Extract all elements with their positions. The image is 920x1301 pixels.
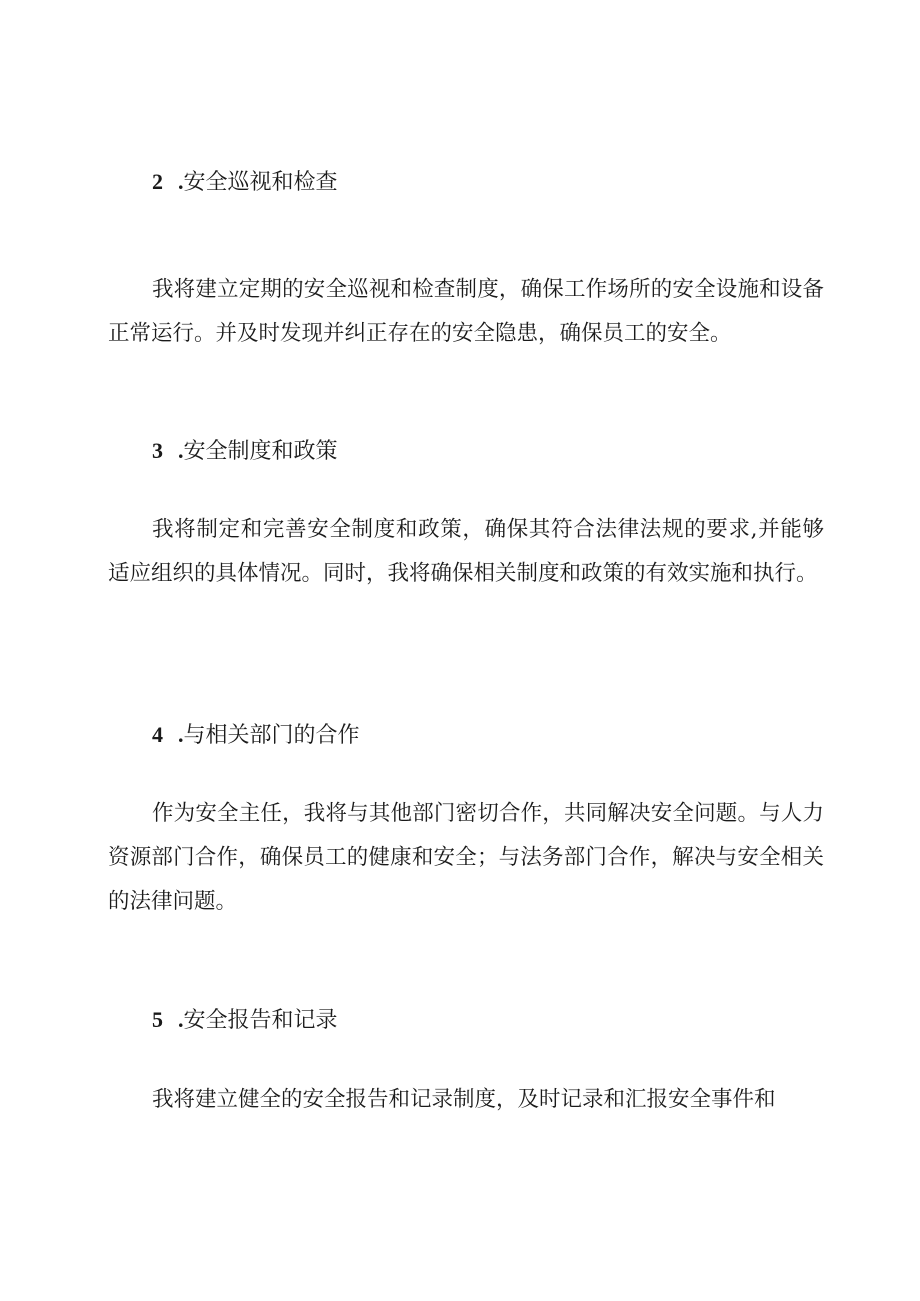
heading-dot: . xyxy=(178,1007,184,1032)
heading-dot: . xyxy=(178,722,184,747)
section-title: 与相关部门的合作 xyxy=(183,723,360,748)
section-number: 5 xyxy=(152,1007,163,1032)
section-heading-5 xyxy=(152,1005,338,1035)
section-title: 安全巡视和检查 xyxy=(183,170,338,195)
section-title: 安全制度和政策 xyxy=(183,439,338,464)
section-number: 3 xyxy=(152,438,163,463)
section-body-2: 我将建立定期的安全巡视和检查制度，确保工作场所的安全设施和设备正常运行。并及时发现并纠正存在的安全隐患，确保员工的安全。 xyxy=(108,277,824,346)
section-number: 2 xyxy=(152,169,163,194)
section-body-3: 我将制定和完善安全制度和政策，确保其符合法律法规的要求,并能够适应组织的具体情况。同时，我将确保相关制度和政策的有效实施和执行。 xyxy=(108,517,824,586)
section-body-4: 作为安全主任，我将与其他部门密切合作，共同解决安全问题。与人力资源部门合作，确保员工的健康和安全；与法务部门合作，解决与安全相关的法律问题。 xyxy=(108,801,824,914)
section-body-5: 我将建立健全的安全报告和记录制度，及时记录和汇报安全事件和 xyxy=(152,1087,776,1112)
section-heading-2 xyxy=(152,167,338,197)
section-title: 安全报告和记录 xyxy=(183,1008,338,1033)
section-number: 4 xyxy=(152,722,163,747)
section-heading-3 xyxy=(152,436,338,466)
section-heading-4 xyxy=(152,720,360,750)
heading-dot: . xyxy=(178,438,184,463)
heading-dot: . xyxy=(178,169,184,194)
